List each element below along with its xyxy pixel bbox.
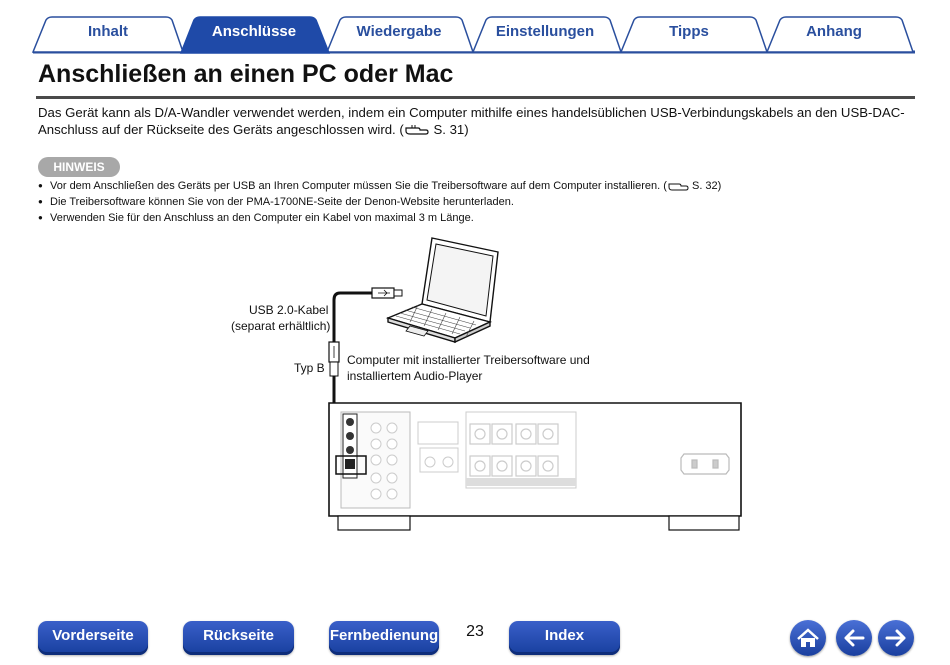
hinweis-badge: HINWEIS [38,157,120,177]
list-item [38,194,721,210]
rueckseite-button[interactable]: Rückseite [183,621,294,655]
list-item [38,210,721,226]
connection-illustration [0,230,950,540]
tab-anschluesse[interactable]: Anschlüsse [211,23,297,40]
usb-cable-label: USB 2.0-Kabel [249,303,329,317]
home-button[interactable] [790,620,826,656]
intro-page-ref[interactable]: ( S. 31) [399,122,469,137]
amplifier-rear-panel [329,403,741,530]
note-text: Vor dem Anschließen des Geräts per USB an Ihren Computer müssen Sie die Treibersoftware auf dem Computer installieren. [50,180,661,192]
hinweis-list [38,178,721,226]
intro-ref-text: S. 31 [433,122,465,137]
tab-wiedergabe[interactable]: Wiedergabe [356,23,442,40]
tab-anhang[interactable]: Anhang [806,23,862,40]
laptop-illustration [388,238,498,342]
intro-text: Das Gerät kann als D/A-Wandler verwendet werden, indem ein Computer mithilfe eines handelsüblichen USB-Verbindungskabels an den USB-DAC-Anschluss auf der Rückseite des Geräts angeschlossen wird. [38,105,905,137]
usb-cable-sublabel: (separat erhältlich) [231,319,331,333]
note-text: Verwenden Sie für den Anschluss an den Computer ein Kabel von maximal 3 m Länge. [50,212,474,224]
next-page-button[interactable] [878,620,914,656]
connection-diagram [0,230,950,540]
title-divider [36,96,915,99]
tab-inhalt[interactable]: Inhalt [88,23,128,40]
fernbedienung-button[interactable]: Fernbedienung [329,621,439,655]
pointing-hand-icon [667,179,689,191]
tab-einstellungen[interactable]: Einstellungen [495,23,595,40]
pointing-hand-icon [404,122,430,136]
tab-tipps[interactable]: Tipps [669,23,709,40]
computer-sublabel: installiertem Audio-Player [347,369,483,383]
note-ref-text: S. 32 [691,180,718,192]
note-text: Die Treibersoftware können Sie von der PMA-1700NE-Seite der Denon-Website herunterladen. [50,196,514,208]
note-page-ref[interactable]: ( S. 32) [663,180,722,192]
intro-paragraph [38,104,908,138]
index-button[interactable]: Index [509,621,620,655]
type-b-label: Typ B [294,361,325,375]
vorderseite-button[interactable]: Vorderseite [38,621,148,655]
arrow-left-icon [836,620,872,656]
tab-bar [0,0,950,56]
arrow-right-icon [878,620,914,656]
previous-page-button[interactable] [836,620,872,656]
page-title: Anschließen an einen PC oder Mac [38,60,454,88]
computer-label: Computer mit installierter Treibersoftware und [347,353,590,367]
home-icon [790,620,826,656]
page-number: 23 [466,623,484,640]
list-item [38,178,721,194]
